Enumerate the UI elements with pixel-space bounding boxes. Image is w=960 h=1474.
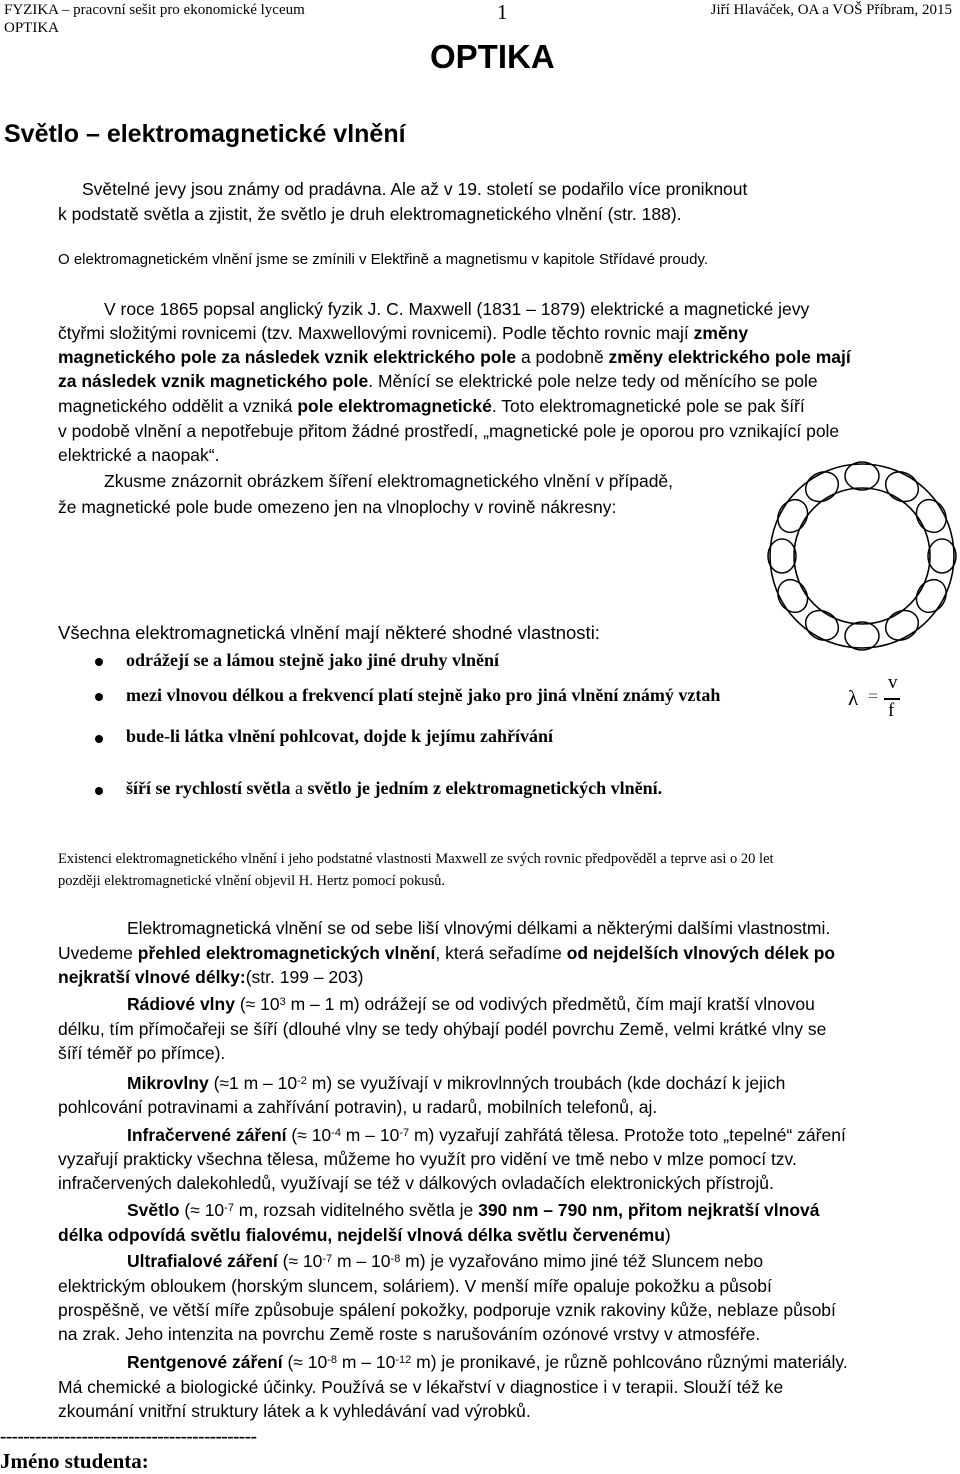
formula-numerator: v <box>888 672 898 693</box>
wave-loop <box>800 466 843 507</box>
uv-line1 <box>127 1250 763 1274</box>
uv-range-c: m) je vyzařováno mimo jiné též Sluncem nebo <box>400 1251 764 1271</box>
maxwell-line2 <box>58 322 748 346</box>
maxwell-line4 <box>58 370 818 394</box>
xray-line2: Má chemické a biologické účinky. Používá se v lékařství v diagnostice i v terapii. Slouží též ke <box>58 1377 784 1397</box>
property-3: bude-li látka vlnění pohlcovat, dojde k jejímu zahřívání <box>126 726 554 746</box>
intro-note: O elektromagnetickém vlnění jsme se zmínili v Elektřině a magnetismu v kapitole Střídavé proudy. <box>58 251 708 268</box>
bullet-2 <box>95 693 103 701</box>
spectrum-line2-a: Uvedeme <box>58 943 138 963</box>
radio-line2: délku, tím přímočařeji se šíří (dlouhé vlny se tedy ohýbají podél povrchu Země, velmi krátké vlny se <box>58 1019 827 1039</box>
micro-line2: pohlcování potravinami a zahřívání potravin), u radarů, mobilních telefonů, aj. <box>58 1097 658 1117</box>
uv-line3: prospěšně, ve větší míře způsobuje spálení pokožky, podporuje vznik rakoviny kůže, neblaze působí <box>58 1300 836 1320</box>
wave-loop <box>911 574 952 617</box>
ir-range-a: (≈ 10 <box>286 1125 332 1145</box>
maxwell-line3 <box>58 346 851 370</box>
maxwell-line8: Zkusme znázornit obrázkem šíření elektromagnetického vlnění v případě, <box>104 471 674 491</box>
light-line2-bold: délka odpovídá světlu fialovému, nejdelší vlnová délka světlu červenému <box>58 1225 665 1245</box>
xray-exp2: -12 <box>395 1354 412 1366</box>
maxwell-line6: v podobě vlnění a nepotřebuje přitom žádné prostředí, „magnetické pole je oporou pro vznikající pole <box>58 421 840 441</box>
bullet-1 <box>95 658 103 666</box>
wave-loop <box>880 605 923 646</box>
xray-exp1: -8 <box>327 1354 338 1366</box>
maxwell-line2-bold: změny <box>693 323 749 343</box>
radio-range-b: m – 1 m) odrážejí se od vodivých předmětů, čím mají kratší vlnovou <box>285 994 815 1014</box>
property-4-a: šíří se rychlostí světla <box>126 778 291 798</box>
light-range-b: m, rozsah viditelného světla je <box>233 1200 479 1220</box>
light-name: Světlo <box>127 1200 180 1220</box>
em-wave-diagram <box>764 458 960 654</box>
header-left-line1: FYZIKA – pracovní sešit pro ekonomické lyceum <box>4 2 305 18</box>
footer-separator: -------------------------------------------- <box>0 1426 257 1447</box>
section-title: Světlo – elektromagnetické vlnění <box>4 120 406 148</box>
intro-line2: k podstatě světla a zjistit, že světlo je druh elektromagnetického vlnění (str. 188). <box>58 204 682 224</box>
radio-line1 <box>127 993 815 1017</box>
maxwell-line4-text: . Měnící se elektrické pole nelze tedy od měnícího se pole <box>368 371 818 391</box>
uv-range-b: m – 10 <box>332 1251 391 1271</box>
formula-denominator: f <box>888 700 895 721</box>
property-4-b: světlo je jedním z elektromagnetických vlnění. <box>307 778 663 798</box>
light-line2 <box>58 1224 671 1248</box>
property-1: odrážejí se a lámou stejně jako jiné druhy vlnění <box>126 650 499 670</box>
formula-equals: = <box>868 686 879 706</box>
existence-note-line2: později elektromagnetické vlnění objevil H. Hertz pomocí pokusů. <box>58 873 445 889</box>
xray-name: Rentgenové záření <box>127 1352 283 1372</box>
uv-exp1: -7 <box>322 1253 333 1265</box>
maxwell-line5-bold: pole elektromagnetické <box>297 396 492 416</box>
radio-range-a: (≈ 10 <box>234 994 280 1014</box>
maxwell-line9: že magnetické pole bude omezeno jen na vlnoplochy v rovině nákresny: <box>58 497 617 517</box>
page-title: OPTIKA <box>430 38 555 75</box>
spectrum-line2 <box>58 942 835 966</box>
ir-line3: infračervených dalekohledů, využívají se též v dálkových ovladačích elektronických přístrojů. <box>58 1173 774 1193</box>
maxwell-line3-bold: magnetického pole za následek vznik elektrického pole <box>58 347 517 367</box>
intro-line1: Světelné jevy jsou známy od pradávna. Ale až v 19. století se podařilo více proniknout <box>82 179 748 199</box>
spectrum-line2-c: , která seřadíme <box>435 943 567 963</box>
ir-line2: vyzařují prakticky všechna tělesa, můžeme ho využít pro vidění ve tmě nebo v mlze pomocí tzv. <box>58 1149 797 1169</box>
existence-note-line1: Existenci elektromagnetického vlnění i jeho podstatné vlastnosti Maxwell ze svých rovnic předpověděl a teprve asi o 20 let <box>58 851 774 867</box>
wave-loop <box>800 605 843 646</box>
uv-range-a: (≈ 10 <box>277 1251 323 1271</box>
wavelength-formula <box>848 672 908 722</box>
uv-line4: na zrak. Jeho intenzita na povrchu Země roste s narušováním ozónové vrstvy v atmosféře. <box>58 1324 761 1344</box>
xray-range-b: m – 10 <box>337 1352 396 1372</box>
wave-loop <box>911 494 952 537</box>
uv-line2: elektrickým obloukem (horským sluncem, soláriem). V menší míře opaluje pokožku a působí <box>58 1276 772 1296</box>
maxwell-line5-text: magnetického oddělit a vzniká <box>58 396 298 416</box>
light-line1 <box>127 1199 819 1223</box>
xray-line1 <box>127 1351 848 1375</box>
spectrum-line3 <box>58 966 363 990</box>
xray-range-a: (≈ 10 <box>282 1352 328 1372</box>
maxwell-line5 <box>58 395 805 419</box>
uv-exp2: -8 <box>390 1253 401 1265</box>
spectrum-line2-d: od nejdelších vlnových délek po <box>566 943 836 963</box>
wave-loop <box>772 574 813 617</box>
maxwell-line7: elektrické a naopak“. <box>58 445 220 465</box>
header-right: Jiří Hlaváček, OA a VOŠ Příbram, 2015 <box>710 2 952 18</box>
maxwell-line5-text2: . Toto elektromagnetické pole se pak šíří <box>491 396 805 416</box>
ir-range-b: m – 10 <box>340 1125 400 1145</box>
xray-range-c: m) je pronikavé, je různě pohlcováno různými materiály. <box>411 1352 848 1372</box>
radio-exp: 3 <box>279 996 286 1008</box>
wave-loop <box>772 494 813 537</box>
radio-name: Rádiové vlny <box>127 994 235 1014</box>
property-4-mid: a <box>290 778 308 798</box>
ir-range-c: m) vyzařují zahřátá tělesa. Protože toto „tepelné“ záření <box>409 1125 846 1145</box>
micro-range-a: (≈1 m – 10 <box>208 1073 298 1093</box>
bullet-3 <box>95 735 103 743</box>
light-range-a: (≈ 10 <box>179 1200 225 1220</box>
micro-name: Mikrovlny <box>127 1073 209 1093</box>
wave-loop <box>768 539 796 573</box>
radio-line3: šíří téměř po přímce). <box>58 1043 226 1063</box>
micro-exp: -2 <box>297 1075 307 1087</box>
maxwell-line4-bold: za následek vznik magnetického pole <box>58 371 369 391</box>
spectrum-line2-b: přehled elektromagnetických vlnění <box>137 943 436 963</box>
student-name-label: Jméno studenta: <box>0 1449 149 1473</box>
maxwell-line1: V roce 1865 popsal anglický fyzik J. C. Maxwell (1831 – 1879) elektrické a magnetické jevy <box>104 299 810 319</box>
micro-range-b: m) se využívají v mikrovlnných troubách (kde dochází k jejich <box>306 1073 786 1093</box>
intro-paragraph <box>82 178 747 202</box>
spectrum-line1: Elektromagnetická vlnění se od sebe liší vlnovými délkami a některými dalšími vlastnostmi. <box>127 918 831 938</box>
wave-loop <box>845 462 879 490</box>
spectrum-line3-text: (str. 199 – 203) <box>245 967 364 987</box>
bullet-4 <box>95 787 103 795</box>
spectrum-line3-bold: nejkratší vlnové délky: <box>58 967 246 987</box>
page-number: 1 <box>497 0 508 24</box>
header-left-line2: OPTIKA <box>4 20 59 36</box>
maxwell-line3-bold2: změny elektrického pole mají <box>608 347 851 367</box>
light-exp: -7 <box>224 1202 234 1214</box>
properties-intro: Všechna elektromagnetická vlnění mají některé shodné vlastnosti: <box>58 622 600 643</box>
light-line2-end: ) <box>664 1225 671 1245</box>
uv-name: Ultrafialové záření <box>127 1251 278 1271</box>
property-4 <box>126 778 662 799</box>
wave-loop <box>928 539 956 573</box>
ir-line1 <box>127 1124 846 1148</box>
ir-exp2: -7 <box>399 1127 410 1139</box>
ir-exp1: -4 <box>331 1127 341 1139</box>
ir-name: Infračervené záření <box>127 1125 287 1145</box>
formula-lambda: λ <box>848 686 859 710</box>
xray-line3: zkoumání vnitřní struktury látek a k vyhledávání vad výrobků. <box>58 1401 531 1421</box>
maxwell-line2-text: čtyřmi složitými rovnicemi (tzv. Maxwellovými rovnicemi). Podle těchto rovnic mají <box>58 323 694 343</box>
micro-line1 <box>127 1072 785 1096</box>
wave-loop <box>845 622 879 650</box>
property-2: mezi vlnovou délkou a frekvencí platí stejně jako pro jiná vlnění známý vztah <box>126 685 721 705</box>
wave-loop <box>880 466 923 507</box>
light-bold-range: 390 nm – 790 nm, přitom nejkratší vlnová <box>478 1200 820 1220</box>
maxwell-line3-text: a podobně <box>516 347 609 367</box>
